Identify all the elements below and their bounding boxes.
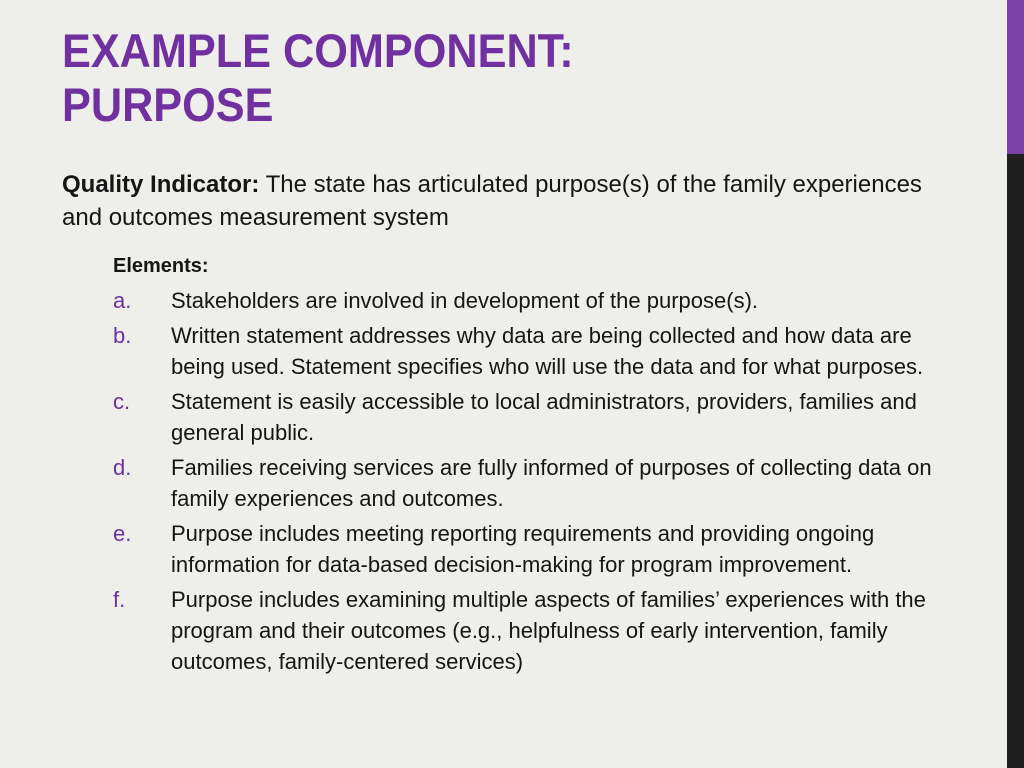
slide-title xyxy=(62,24,890,132)
element-marker: b. xyxy=(113,323,132,348)
quality-indicator xyxy=(62,168,962,234)
side-bar xyxy=(1007,0,1024,768)
element-marker: d. xyxy=(113,455,132,480)
element-text: Stakeholders are involved in development of the purpose(s). xyxy=(171,288,759,313)
slide-title-line-1: EXAMPLE COMPONENT: xyxy=(62,24,574,77)
element-item-f xyxy=(113,584,953,677)
element-text: Written statement addresses why data are being collected and how data are being used. Statement specifies who will use the data and for what purposes. xyxy=(171,323,924,379)
element-text: Statement is easily accessible to local administrators, providers, families and general public. xyxy=(171,389,917,445)
element-item-a xyxy=(113,285,953,316)
element-text: Families receiving services are fully informed of purposes of collecting data on family experiences and outcomes. xyxy=(171,455,932,511)
element-item-b xyxy=(113,320,953,382)
element-marker: c. xyxy=(113,389,131,414)
element-item-d xyxy=(113,452,953,514)
side-bar-accent xyxy=(1007,0,1024,154)
elements-list xyxy=(113,285,953,681)
elements-heading: Elements: xyxy=(113,255,209,277)
slide-title-line-2: PURPOSE xyxy=(62,78,274,131)
element-marker: a. xyxy=(113,288,132,313)
element-item-c xyxy=(113,386,953,448)
element-item-e xyxy=(113,518,953,580)
element-marker: e. xyxy=(113,521,132,546)
element-text: Purpose includes examining multiple aspects of families’ experiences with the program and their outcomes (e.g., helpfulness of early intervention, family outcomes, family-centered services) xyxy=(171,587,926,674)
element-text: Purpose includes meeting reporting requirements and providing ongoing information for data-based decision-making for program improvement. xyxy=(171,521,875,577)
quality-indicator-text: The state has articulated purpose(s) of the family experiences and outcomes measurement system xyxy=(62,171,922,231)
element-marker: f. xyxy=(113,587,126,612)
quality-indicator-label: Quality Indicator: xyxy=(62,171,260,198)
